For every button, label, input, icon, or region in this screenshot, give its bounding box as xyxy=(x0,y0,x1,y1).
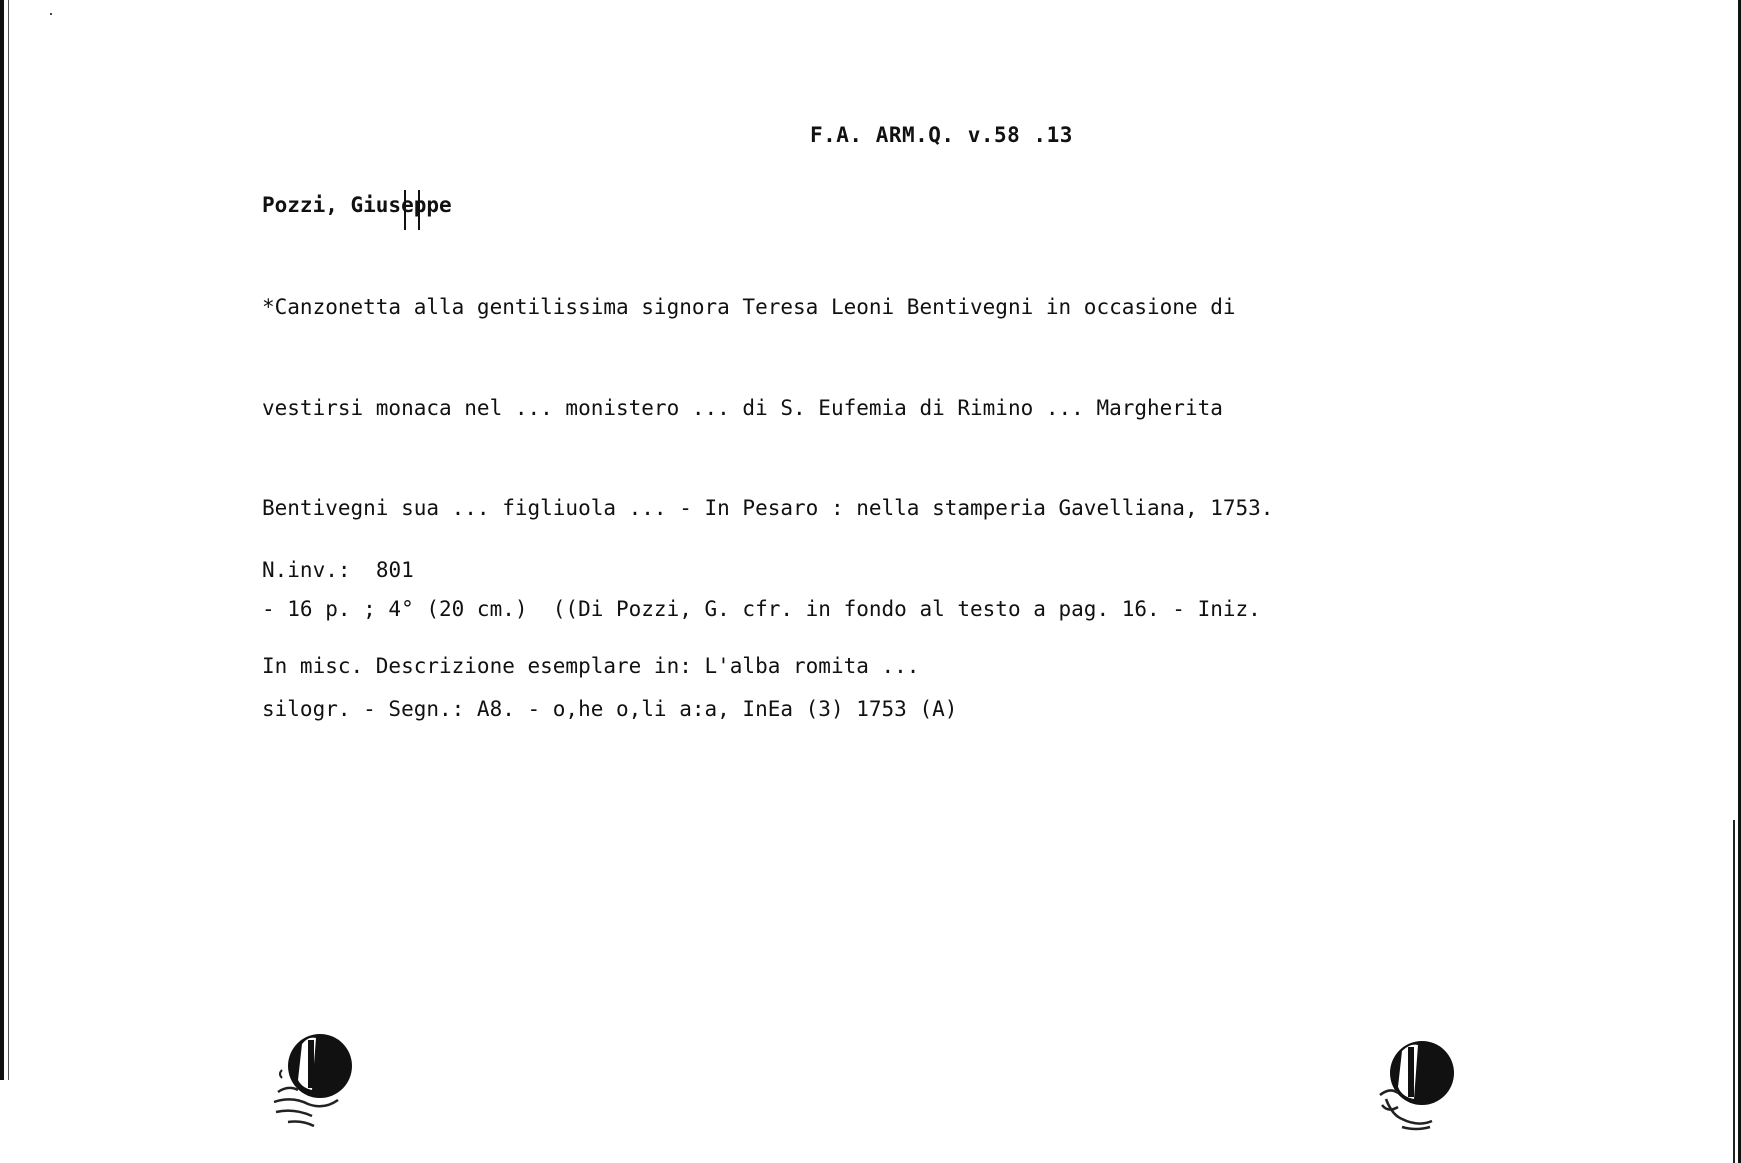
description-line: *Canzonetta alla gentilissima signora Teresa Leoni Bentivegni in occasione di xyxy=(262,295,1236,319)
card-left-edge-line xyxy=(8,0,9,1080)
description-line: silogr. - Segn.: A8. - o,he o,li a:a, InEa (3) 1753 (A) xyxy=(262,697,958,721)
inventory-line xyxy=(262,554,919,586)
inventory-label: N.inv.: xyxy=(262,558,351,582)
card-right-edge-line xyxy=(1733,820,1735,1163)
inventory-block xyxy=(262,490,919,746)
shelfmark: F.A. ARM.Q. v.58 .13 xyxy=(810,123,1073,147)
copy-note: In misc. Descrizione esemplare in: L'alba romita ... xyxy=(262,654,920,678)
card-left-edge xyxy=(0,0,4,1080)
speck xyxy=(50,13,52,15)
description-line: - 16 p. ; 4° (20 cm.) ((Di Pozzi, G. cfr. in fondo al testo a pag. 16. - Iniz. xyxy=(262,596,1261,621)
inventory-number: 801 xyxy=(375,558,414,582)
author-heading: Pozzi, Giuseppe xyxy=(262,193,452,217)
description-line: Bentivegni sua ... figliuola ... - In Pesaro : nella stamperia Gavelliana, 1753. xyxy=(262,496,1274,520)
library-stamp-icon xyxy=(1372,1035,1462,1135)
description-line: vestirsi monaca nel ... monistero ... di S. Eufemia di Rimino ... Margherita xyxy=(262,395,1223,420)
library-stamp-icon xyxy=(268,1030,358,1130)
